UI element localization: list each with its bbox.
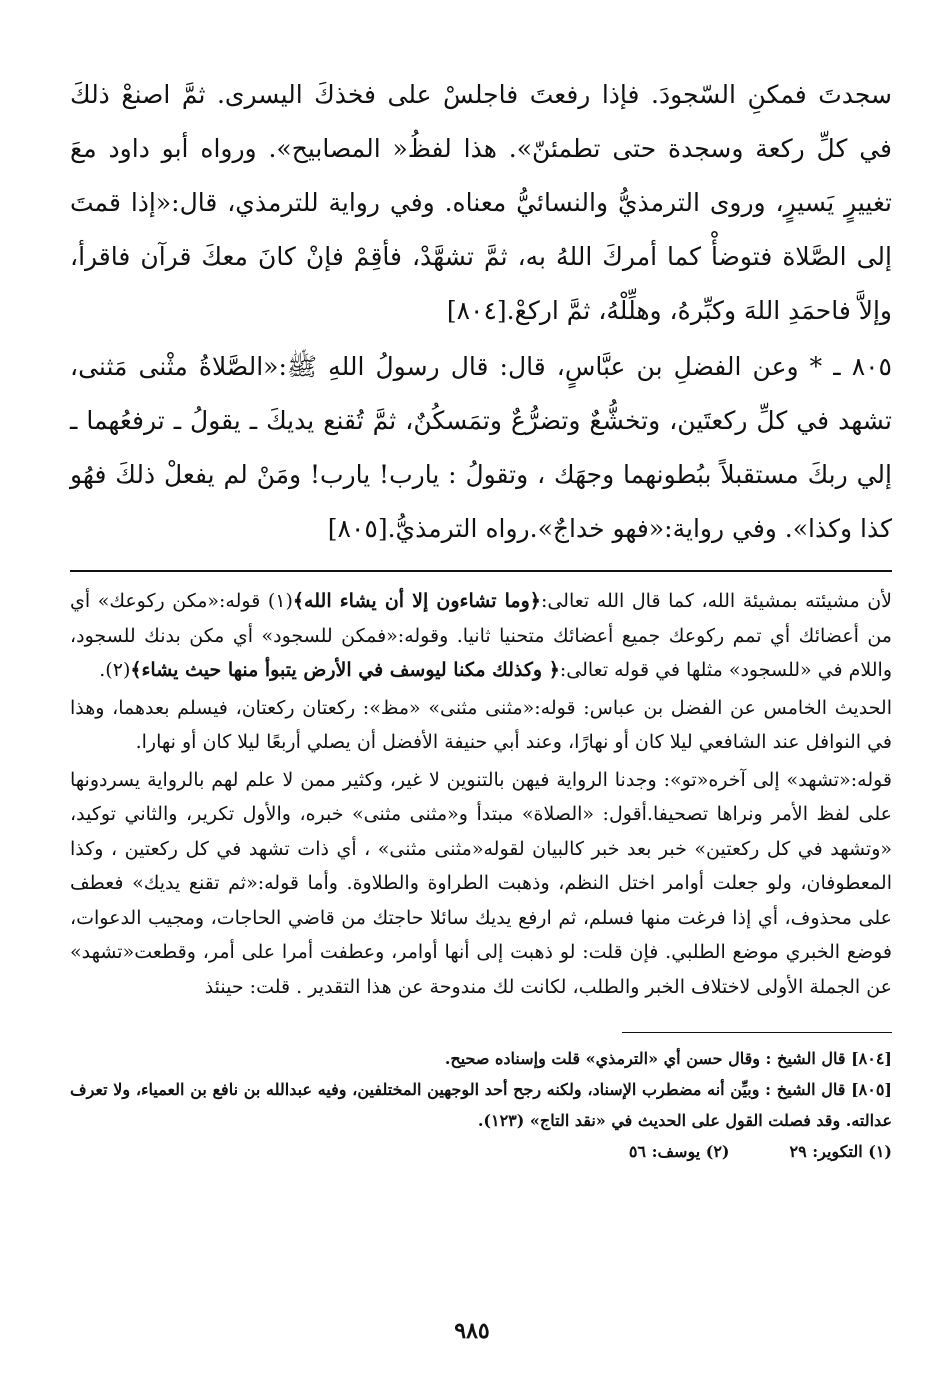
- commentary-paragraph-2: الحديث الخامس عن الفضل بن عباس: قوله:«مثنى مثنى» «مظ»: ركعتان ركعتان، فيسلم بعدهما، وهذا في النوافل عند الشافعي ليلا كان أو نهارًا، وعند أبي حنيفة الأفضل أن يصلي أربعًا ليلا كان أو نهارا.: [70, 696, 892, 753]
- commentary-paragraph-3: قوله:«تشهد» إلى آخره«تو»: وجدنا الرواية فيهن بالتنوين لا غير، وكثير ممن لا علم لهم بالرواية يسردونها على لفظ الأمر ونراها تصحيفا.أقول: «الصلاة» مبتدأ و«مثنى مثنى» خبره، والأول تكرير، والثاني توكيد، «وتشهد في كل ركعتين» خبر بعد خبر كالبيان لقوله«مثنى مثنى» ، أي ذات تشهد في كل ركعتين ، وكذا المعطوفان، ولو جعلت أوامر اختل النظم، وذهبت الطراوة والطلاوة. وأما قوله:«ثم تقنع يديك» فعطف على محذوف، أي إذا فرغت منها فسلم، ثم ارفع يديك سائلا حاجتك من قاضي الحاجات، ومجيب الدعوات، فوضع الخبري موضع الطلبي. فإن قلت: لو ذهبت إلى أنها أوامر، وعطفت أمرا على أمر، وقطعت«تشهد» عن الجملة الأولى لاختلاف الخبر والطلب، لكانت لك مندوحة عن هذا التقدير . قلت: حينئذ: [70, 768, 892, 998]
- hadith-804-paragraph: سجدتَ فمكنِ السّجودَ. فإذا رفعتَ فاجلسْ على فخذكَ اليسرى. ثمَّ اصنعْ ذلكَ في كلِّ ركعة وسجدة حتى تطمئنّ». هذا لفظُ« المصابيح». ورواه أبو داود معَ تغييرٍ يَسيرٍ، وروى الترمذيُّ والنسائيُّ معناه. وفي رواية للترمذي، قال:«إذا قمتَ إلى الصَّلاة فتوضأْ كما أمركَ اللهُ به، ثمَّ تشهَّدْ، فأقِمْ فإنْ كانَ معكَ قرآن فاقرأ، وإلاَّ فاحمَدِ اللهَ وكبِّرهُ، وهلِّلْهُ، ثمَّ اركعْ.[٨٠٤]: [70, 80, 892, 325]
- commentary-section: [70, 584, 892, 1004]
- commentary-text: (١) قوله:«مكن ركوعك» أي من أعضائك أي تمم ركوعك جميع أعضائك متحنيا ثانيا. وقوله:«فمكن للسجود» أي مكن بدنك للسجود، واللام في «للسجود» مثلها في قوله تعالى:: [70, 590, 892, 681]
- footnote-805: [٨٠٥] قال الشيخ : وبيِّن أنه مضطرب الإسناد، ولكنه رجح أحد الوجهين المختلفين، وفيه عبدالله بن نافع بن العمياء، ولا تعرف عدالته. وقد فصلت القول على الحديث في «نقد التاج» (١٢٣).: [70, 1080, 892, 1130]
- commentary-text: لأن مشيئته بمشيئة الله، كما قال الله تعالى:: [540, 590, 892, 612]
- footnotes-section: [70, 1043, 892, 1136]
- hadith-805-paragraph: ٨٠٥ ـ * وعن الفضلِ بن عبَّاسٍ، قال: قال رسولُ اللهِ ﷺ:«الصَّلاةُ مثْنى مَثنى، تشهد في كلِّ ركعتَين، وتخشُّعٌ وتضرُّعٌ وتمَسكُنٌ، ثمَّ تُقنع يديكَ ـ يقولُ ـ ترفعُهما ـ إلي ربكَ مستقبلاً ببُطونهما وجهَك ، وتقولُ : يارب! يارب! ومَنْ لم يفعلْ ذلكَ فهُو كذا وكذا». وفي رواية:«فهو خداجٌ».رواه الترمذيُّ.[٨٠٥]: [70, 352, 892, 543]
- quran-references: [70, 1136, 892, 1167]
- footnote-804: [٨٠٤] قال الشيخ : وقال حسن أي «الترمذي» قلت وإسناده صحيح.: [444, 1049, 892, 1068]
- quran-quote: ﴿وما تشاءون إلا أن يشاء الله﴾: [292, 590, 541, 612]
- reference-1: (١) التكوير: ٢٩: [789, 1142, 892, 1161]
- hadith-text: [70, 68, 892, 556]
- quran-quote: ﴿ وكذلك مكنا ليوسف في الأرض يتبوأ منها حيث يشاء﴾: [130, 659, 560, 681]
- main-divider: [70, 570, 892, 572]
- commentary-paragraph-1: [70, 584, 892, 688]
- page-number: ٩٨٥: [454, 1318, 490, 1344]
- page-body: [70, 68, 892, 1167]
- footnote-divider: [622, 1032, 892, 1033]
- commentary-text: (٢).: [99, 659, 131, 681]
- reference-2: (٢) يوسف: ٥٦: [628, 1142, 730, 1161]
